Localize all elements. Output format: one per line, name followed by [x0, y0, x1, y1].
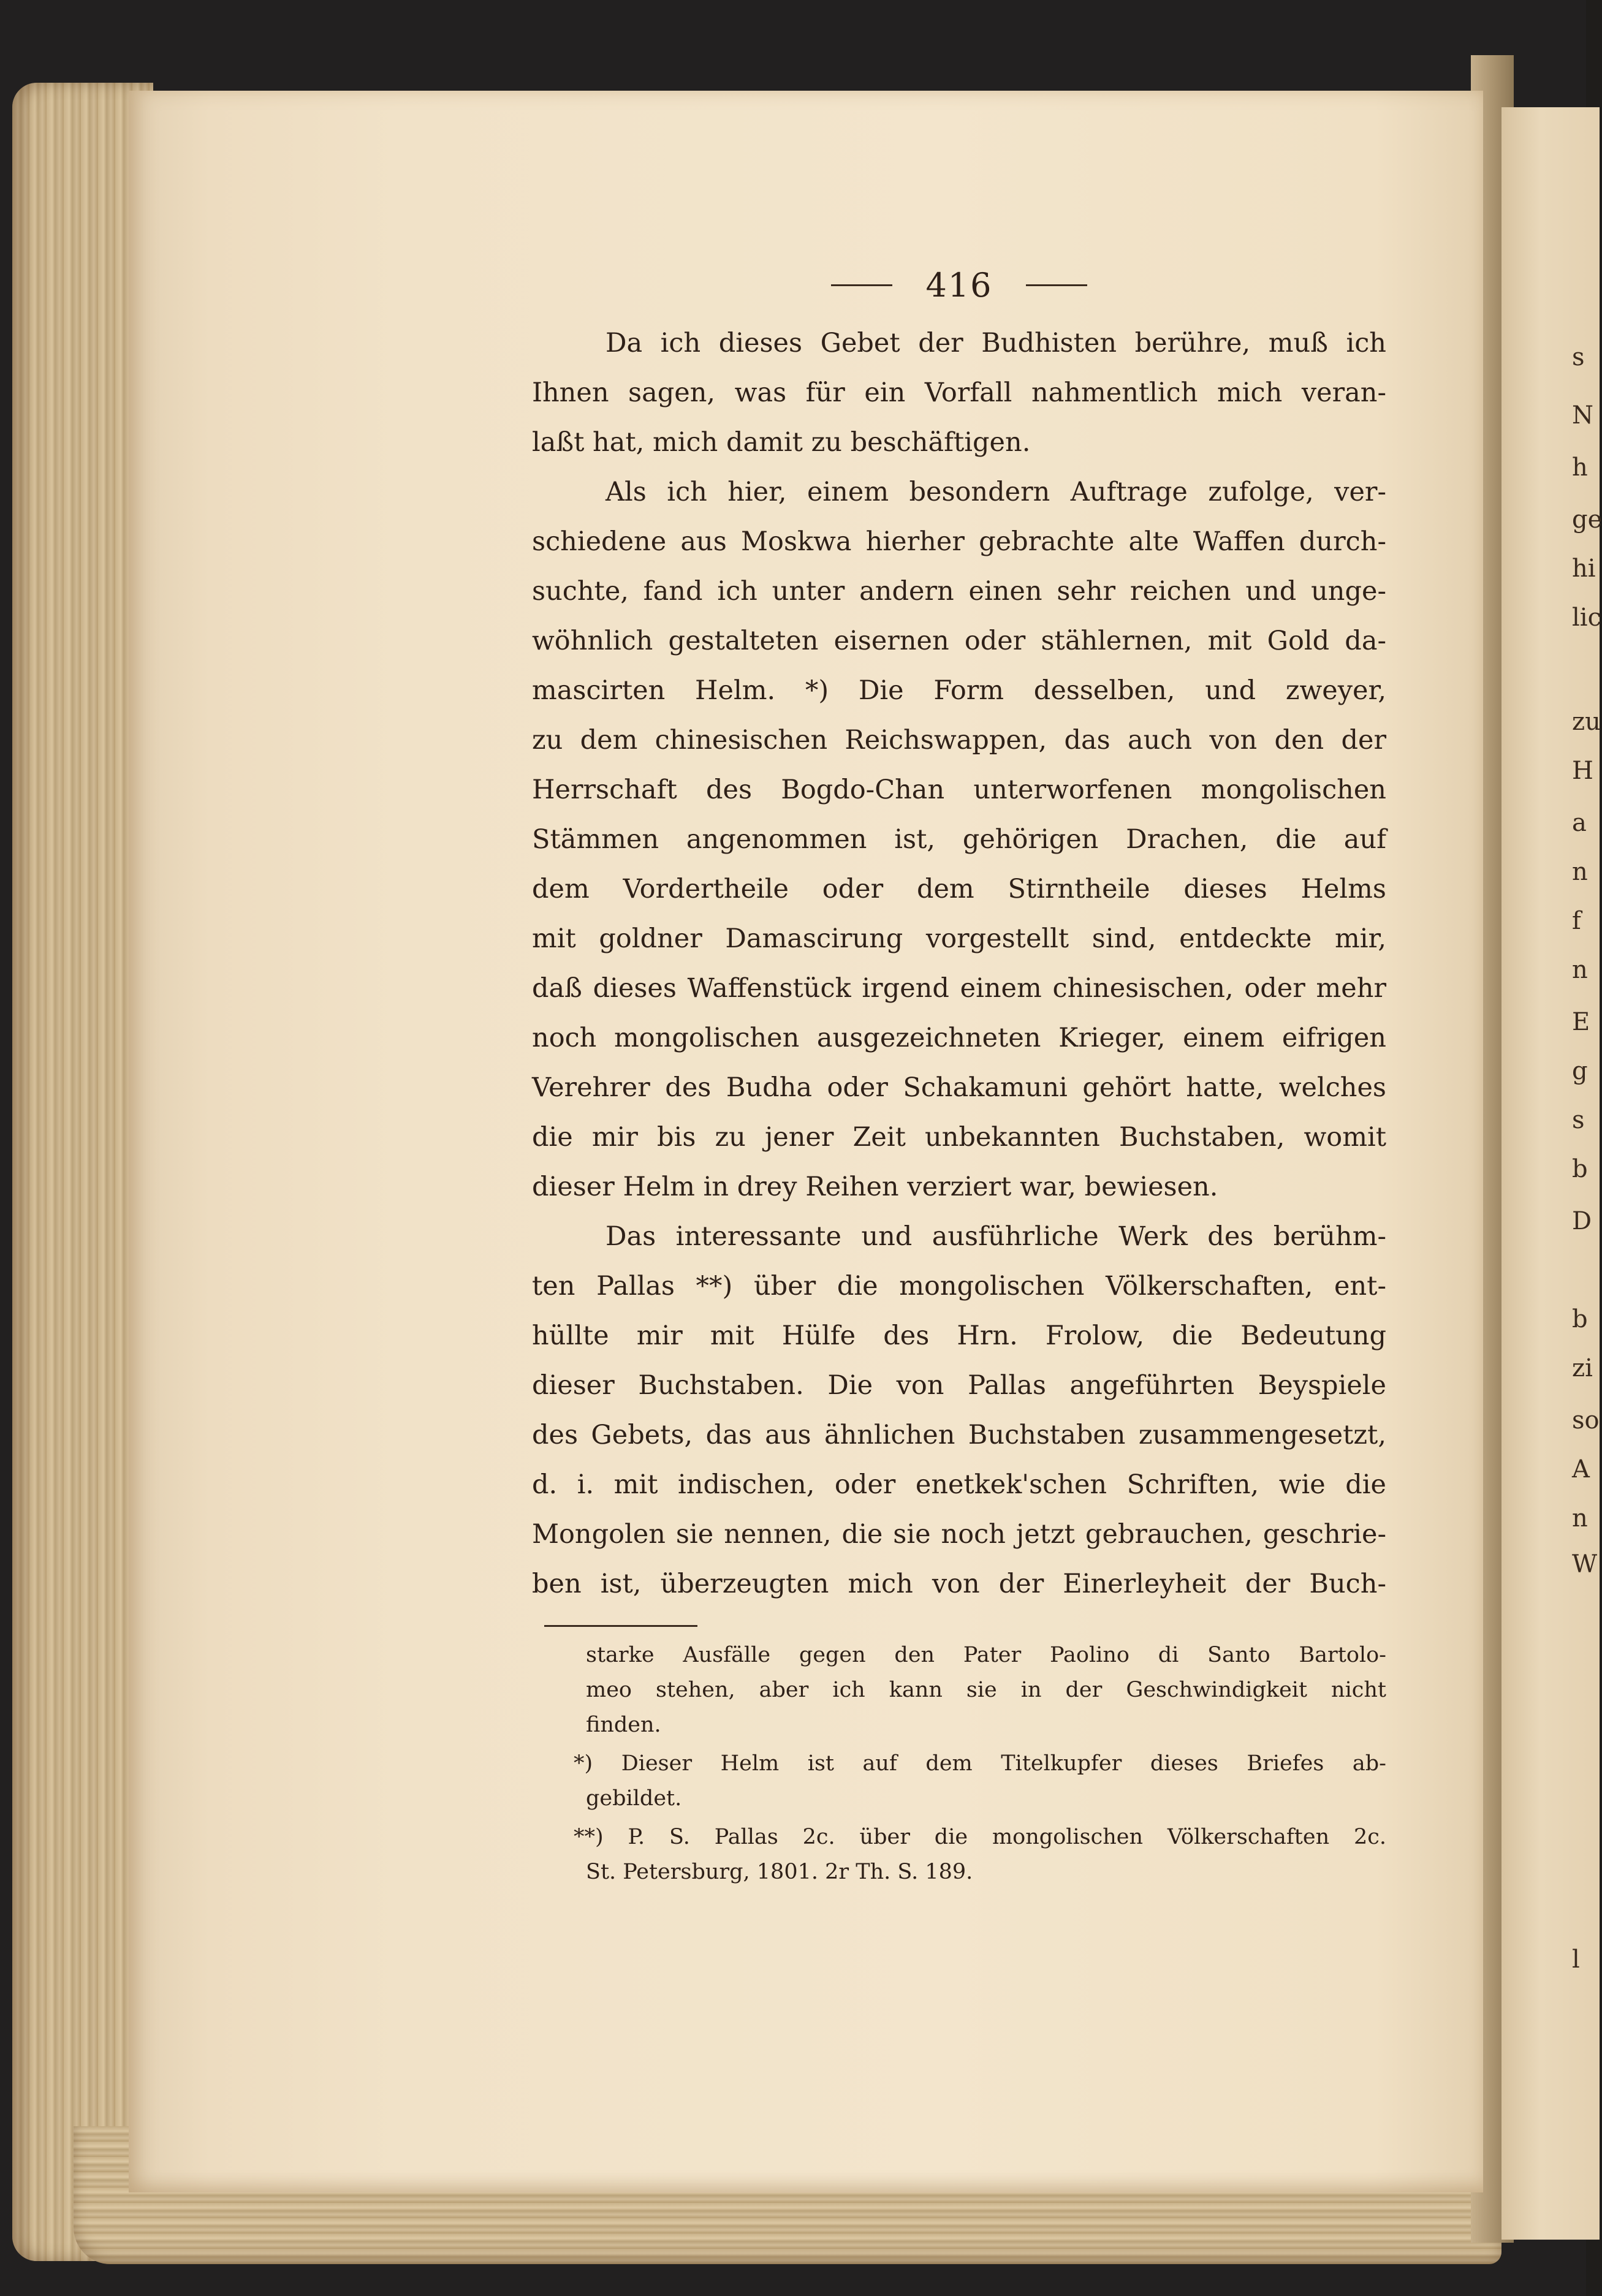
text-line: Verehrer des Budha oder Schakamuni gehört hatte, welches	[532, 1072, 1386, 1103]
footnote-line: St. Petersburg, 1801. 2r Th. S. 189.	[586, 1860, 973, 1884]
text-line: Mongolen sie nennen, die sie noch jetzt gebrauchen, geschrie-	[532, 1519, 1386, 1550]
next-page-fragment: hi	[1572, 555, 1596, 583]
footnote-line: **) P. S. Pallas 2c. über die mongolischen Völkerschaften 2c.	[574, 1825, 1386, 1849]
next-page-fragment: ge	[1572, 506, 1602, 534]
text-line: daß dieses Waffenstück irgend einem chinesischen, oder mehr	[532, 973, 1386, 1004]
next-page-fragment: so	[1572, 1406, 1600, 1434]
next-page-fragment: zu	[1572, 708, 1601, 736]
paragraph	[532, 319, 1386, 468]
paragraph	[532, 468, 1386, 1212]
page-header	[532, 257, 1386, 313]
text-line: suchte, fand ich unter andern einen sehr reichen und unge-	[532, 576, 1386, 607]
next-page-fragment: f	[1572, 907, 1581, 935]
next-page-fragment: A	[1572, 1455, 1590, 1483]
body-text	[532, 319, 1386, 1609]
next-page-fragment: n	[1572, 858, 1588, 886]
next-page-fragment: lic	[1572, 604, 1601, 632]
text-line: ben ist, überzeugten mich von der Einerleyheit der Buch-	[532, 1569, 1386, 1599]
text-line: Das interessante und ausführliche Werk des berühm-	[605, 1221, 1386, 1252]
next-page-fragment: b	[1572, 1305, 1588, 1333]
next-page-fragment: W	[1572, 1550, 1598, 1578]
footnotes	[574, 1638, 1386, 1890]
next-page-fragment: s	[1572, 1106, 1585, 1134]
text-line: die mir bis zu jener Zeit unbekannten Buchstaben, womit	[532, 1122, 1386, 1153]
text-line: Als ich hier, einem besondern Auftrage zufolge, ver-	[605, 477, 1386, 507]
footnote-separator	[544, 1625, 697, 1627]
footnote-line: meo stehen, aber ich kann sie in der Geschwindigkeit nicht	[586, 1678, 1386, 1702]
text-line: noch mongolischen ausgezeichneten Krieger, einem eifrigen	[532, 1023, 1386, 1053]
text-line: dieser Buchstaben. Die von Pallas angeführten Beyspiele	[532, 1370, 1386, 1401]
text-line: Da ich dieses Gebet der Budhisten berühre, muß ich	[605, 328, 1386, 358]
footnote-line: starke Ausfälle gegen den Pater Paolino di Santo Bartolo-	[586, 1643, 1386, 1667]
next-page-fragment: E	[1572, 1008, 1590, 1036]
text-line: mit goldner Damascirung vorgestellt sind, entdeckte mir,	[532, 923, 1386, 954]
text-line: Ihnen sagen, was für ein Vorfall nahmentlich mich veran-	[532, 377, 1386, 408]
text-line: ten Pallas **) über die mongolischen Völkerschaften, ent-	[532, 1271, 1386, 1301]
next-page-fragment: n	[1572, 956, 1588, 984]
next-page-fragment: H	[1572, 757, 1593, 785]
text-line: mascirten Helm. *) Die Form desselben, und zweyer,	[532, 675, 1386, 706]
next-page-fragment: l	[1572, 1946, 1580, 1974]
footnote	[586, 1638, 1386, 1743]
next-page-fragment: h	[1572, 453, 1588, 482]
text-line: wöhnlich gestalteten eisernen oder stählernen, mit Gold da-	[532, 626, 1386, 656]
footnote	[574, 1746, 1386, 1816]
text-line: Stämmen angenommen ist, gehörigen Drachen, die auf	[532, 824, 1386, 855]
text-line: schiedene aus Moskwa hierher gebrachte alte Waffen durch-	[532, 526, 1386, 557]
text-line: dieser Helm in drey Reihen verziert war, bewiesen.	[532, 1172, 1218, 1202]
text-line: hüllte mir mit Hülfe des Hrn. Frolow, die Bedeutung	[532, 1320, 1386, 1351]
next-page-fragment: N	[1572, 401, 1593, 430]
page-content	[532, 257, 1386, 1890]
footnote-line: *) Dieser Helm ist auf dem Titelkupfer dieses Briefes ab-	[574, 1751, 1386, 1776]
next-page-fragment: g	[1572, 1057, 1588, 1085]
footnote	[574, 1820, 1386, 1890]
next-page-fragment: n	[1572, 1504, 1588, 1533]
header-dash-right	[1026, 284, 1087, 286]
next-page-fragment: b	[1572, 1155, 1588, 1183]
text-line: zu dem chinesischen Reichswappen, das auch von den der	[532, 725, 1386, 756]
paragraph	[532, 1212, 1386, 1609]
next-page-fragment: s	[1572, 343, 1585, 371]
next-page-fragment: zi	[1572, 1354, 1593, 1382]
text-line: des Gebets, das aus ähnlichen Buchstaben zusammengesetzt,	[532, 1420, 1386, 1450]
text-line: dem Vordertheile oder dem Stirntheile dieses Helms	[532, 874, 1386, 904]
page-number: 416	[925, 265, 993, 305]
next-page-fragment: a	[1572, 809, 1587, 837]
header-dash-left	[831, 284, 892, 286]
text-line: Herrschaft des Bogdo-Chan unterworfenen mongolischen	[532, 775, 1386, 805]
footnote-line: gebildet.	[586, 1786, 682, 1811]
text-line: laßt hat, mich damit zu beschäftigen.	[532, 427, 1031, 458]
footnote-line: finden.	[586, 1713, 661, 1737]
next-page-fragment: D	[1572, 1207, 1592, 1235]
text-line: d. i. mit indischen, oder enetkek'schen Schriften, wie die	[532, 1469, 1386, 1500]
